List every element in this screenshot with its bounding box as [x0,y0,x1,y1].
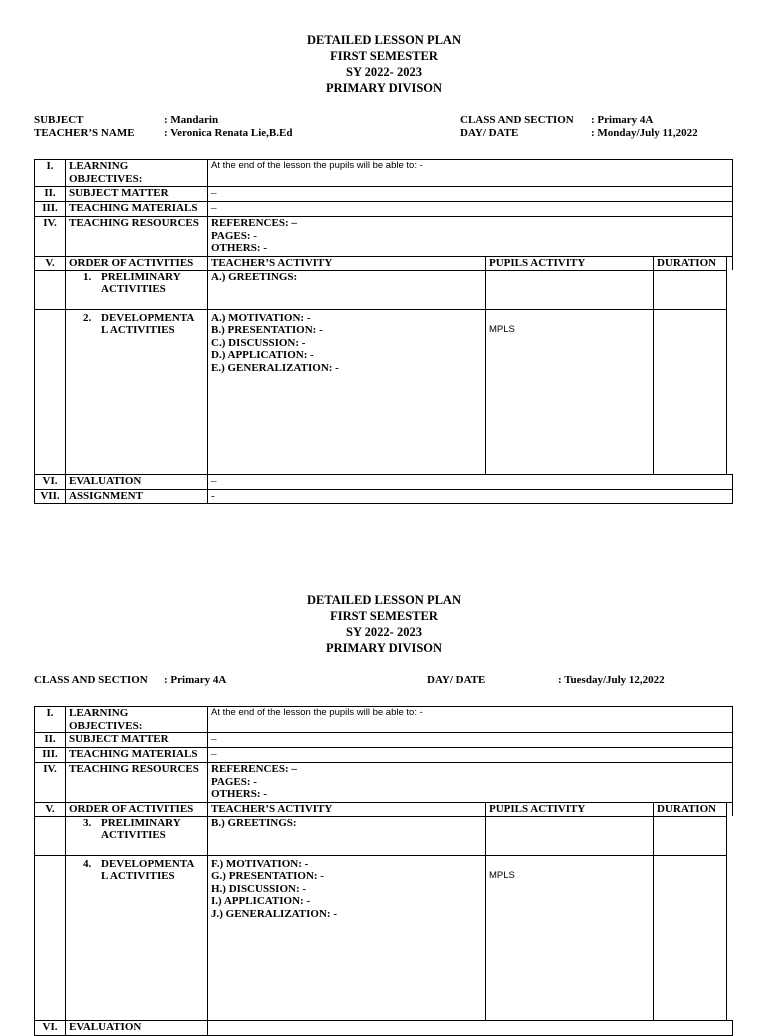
plan2-header-duration: DURATION [654,803,727,817]
plan1-row-developmental [35,309,733,474]
plan2-dev-num: 4. [83,857,92,870]
plan1-row-assignment [35,489,733,503]
plan2-r4-others: OTHERS: - [211,788,267,800]
plan2-header-pupils: PUPILS ACTIVITY [486,803,654,817]
plan1-dev-item-4: D.) APPLICATION: - [211,349,314,361]
plan2-dev-item-1: F.) MOTIVATION: - [211,857,309,870]
plan1-row-objectives [35,160,733,187]
plan2-r3-label: TEACHING MATERIALS [66,748,208,763]
plan2-title-line2: FIRST SEMESTER [330,609,438,623]
plan2-row-preliminary [35,816,733,855]
plan1-r5-label: ORDER OF ACTIVITIES [66,257,208,271]
plan2-class-label: CLASS AND SECTION [34,674,148,686]
plan2-dev-item-5: J.) GENERALIZATION: - [211,907,338,920]
plan2-r4-pages: PAGES: - [211,775,257,788]
plan1-r4-others: OTHERS: - [211,242,267,254]
plan1-title-line4: PRIMARY DIVISON [325,81,443,95]
plan2-prelim-num: 3. [83,816,92,829]
plan2-r2-value: – [208,733,733,748]
plan1-prelim-label [66,270,208,309]
plan1-teacher-label: TEACHER’S NAME [34,127,135,139]
plan1-subject-label: SUBJECT [34,114,84,126]
plan1-subject-value: : Mandarin [164,114,219,126]
plan1-prelim-num: 1. [83,270,92,283]
plan2-row-evaluation [35,1020,733,1035]
plan1-r4-num: IV. [35,217,66,257]
plan1-row-materials [35,202,733,217]
plan2-prelim-label [66,816,208,855]
plan1-r3-label: TEACHING MATERIALS [66,202,208,217]
plan1-dev-item-5: E.) GENERALIZATION: - [211,361,339,374]
plan2-prelim-text: PRELIMINARY ACTIVITIES [101,816,181,841]
plan2-dev-teacher [208,855,486,1020]
plan1-prelim-text: PRELIMINARY ACTIVITIES [101,270,181,295]
plan2-header-teacher: TEACHER’S ACTIVITY [208,803,486,817]
plan1-r4-pages: PAGES: - [211,229,257,242]
plan2-r4-refs: REFERENCES: – [211,763,297,775]
plan1-dev-item-2: B.) PRESENTATION: - [211,324,323,336]
plan1-r7-value: - [208,489,733,503]
plan2-dev-item-2: G.) PRESENTATION: - [211,870,324,882]
plan1-r4-refs: REFERENCES: – [211,217,297,229]
plan2-r4-num: IV. [35,763,66,803]
plan1-header-duration: DURATION [654,257,727,271]
plan1-row-preliminary [35,270,733,309]
plan2-r2-num: II. [35,733,66,748]
plan2-title-line3: SY 2022- 2023 [346,625,422,639]
plan1-teacher-value: : Veronica Renata Lie,B.Ed [164,127,293,139]
plan1-dev-item-1: A.) MOTIVATION: - [211,311,311,324]
plan2-r3-value: – [208,748,733,763]
plan1-class-label: CLASS AND SECTION [460,114,574,126]
plan2-r6-num: VI. [35,1020,66,1035]
plan1-r6-label: EVALUATION [66,474,208,489]
plan2-row-activities-header [35,803,733,817]
plan1-dev-item-3: C.) DISCUSSION: - [211,336,306,349]
plan1-dev-num: 2. [83,311,92,324]
plan1-title-line3: SY 2022- 2023 [346,65,422,79]
plan2-date-label: DAY/ DATE [427,674,486,686]
plan1-r5-num: V. [35,257,66,271]
plan2-r1-label: LEARNING OBJECTIVES: [66,707,208,733]
plan1-r2-num: II. [35,187,66,202]
plan1-date-value: : Monday/July 11,2022 [591,127,698,139]
plan2-row-objectives [35,707,733,733]
plan2-r5-label: ORDER OF ACTIVITIES [66,803,208,817]
plan1-r2-label: SUBJECT MATTER [66,187,208,202]
plan2-r2-label: SUBJECT MATTER [66,733,208,748]
plan1-r1-value: At the end of the lesson the pupils will be able to: - [208,160,733,187]
plan2-row-developmental [35,855,733,1020]
plan1-row-evaluation [35,474,733,489]
plan1-r2-value: – [208,187,733,202]
plan2-dev-item-4: I.) APPLICATION: - [211,895,311,907]
plan1-dev-teacher [208,309,486,474]
plan1-title [0,32,768,96]
plan1-header-pupils: PUPILS ACTIVITY [486,257,654,271]
plan2-r4-value [208,763,733,803]
plan2-class-value: : Primary 4A [164,674,227,686]
plan2-prelim-teacher: B.) GREETINGS: [208,816,486,855]
plan1-dev-text: DEVELOPMENTA L ACTIVITIES [101,311,194,336]
plan2-r3-num: III. [35,748,66,763]
plan1-r7-num: VII. [35,489,66,503]
plan2-title-line1: DETAILED LESSON PLAN [307,593,461,607]
plan2-title [0,592,768,656]
plan2-r4-label: TEACHING RESOURCES [66,763,208,803]
plan2-dev-label [66,855,208,1020]
plan1-r7-label: ASSIGNMENT [66,489,208,503]
plan2-row-subject-matter [35,733,733,748]
plan1-date-label: DAY/ DATE [460,127,519,139]
plan2-lesson-table [34,706,733,1036]
plan2-r1-value: At the end of the lesson the pupils will be able to: - [208,707,733,733]
plan1-title-line2: FIRST SEMESTER [330,49,438,63]
plan2-row-resources [35,763,733,803]
plan1-r3-num: III. [35,202,66,217]
plan1-r1-label: LEARNING OBJECTIVES: [66,160,208,187]
plan1-header-teacher: TEACHER’S ACTIVITY [208,257,486,271]
plan2-title-line4: PRIMARY DIVISON [325,641,443,655]
plan1-r1-num: I. [35,160,66,187]
plan1-row-resources [35,217,733,257]
plan1-class-value: : Primary 4A [591,114,654,126]
plan1-r6-value: – [208,474,733,489]
plan1-r4-label: TEACHING RESOURCES [66,217,208,257]
plan1-dev-pupils: MPLS [486,309,654,474]
plan1-title-line1: DETAILED LESSON PLAN [307,33,461,47]
plan1-prelim-teacher: A.) GREETINGS: [208,270,486,309]
plan2-dev-pupils: MPLS [486,855,654,1020]
plan1-row-activities-header [35,257,733,271]
plan1-dev-label [66,309,208,474]
plan1-row-subject-matter [35,187,733,202]
plan2-row-materials [35,748,733,763]
plan2-r5-num: V. [35,803,66,817]
plan2-date-value: : Tuesday/July 12,2022 [558,674,665,686]
plan1-r3-value: – [208,202,733,217]
plan1-r6-num: VI. [35,474,66,489]
plan1-lesson-table [34,159,733,504]
plan2-dev-item-3: H.) DISCUSSION: - [211,882,307,895]
plan2-r1-num: I. [35,707,66,733]
plan2-dev-text: DEVELOPMENTA L ACTIVITIES [101,857,194,882]
plan2-r6-label: EVALUATION [66,1020,208,1035]
plan1-r4-value [208,217,733,257]
